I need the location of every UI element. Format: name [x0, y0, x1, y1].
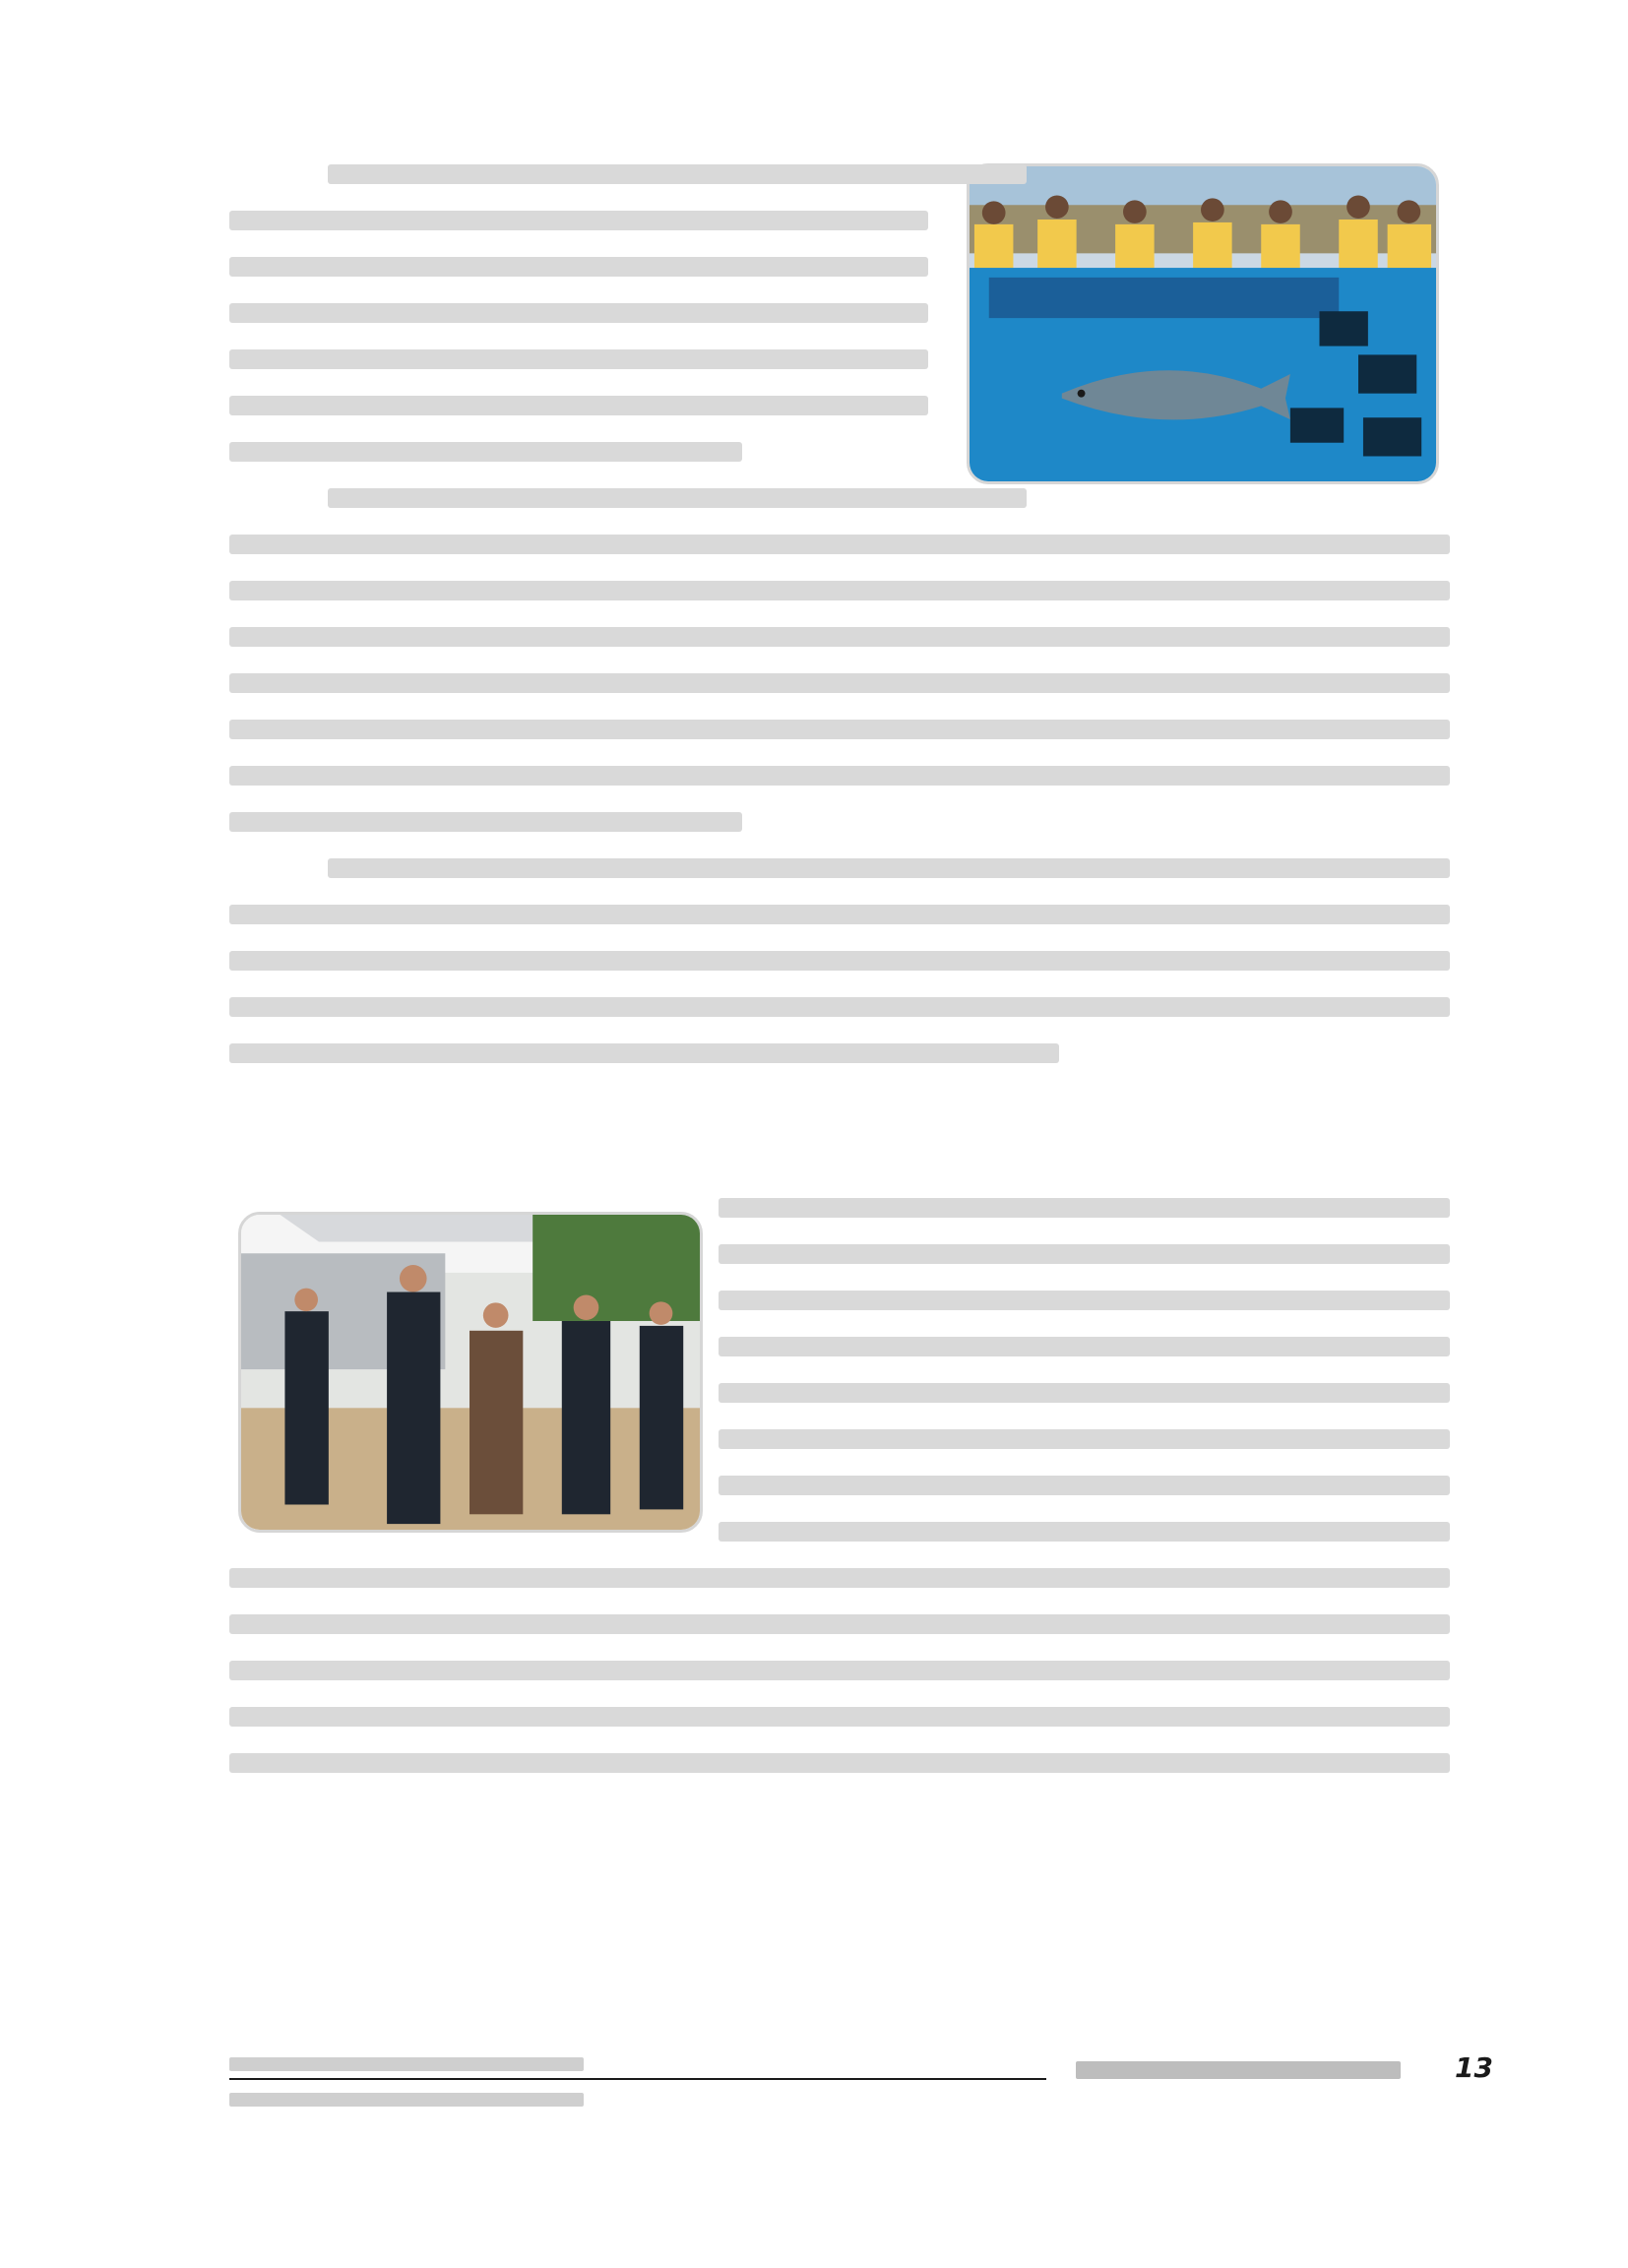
placeholder-line	[229, 303, 928, 323]
placeholder-line	[229, 349, 928, 369]
placeholder-line	[719, 1291, 1450, 1310]
placeholder-line	[229, 1661, 1450, 1680]
placeholder-line	[229, 535, 1450, 554]
placeholder-line	[229, 951, 1450, 971]
page-footer	[229, 2046, 1493, 2114]
placeholder-line	[229, 812, 742, 832]
placeholder-line	[229, 1707, 1450, 1727]
placeholder-line	[229, 396, 928, 415]
placeholder-line	[229, 211, 928, 230]
placeholder-line	[229, 1043, 1059, 1063]
placeholder-line	[719, 1244, 1450, 1264]
placeholder-line	[229, 581, 1450, 600]
placeholder-line	[229, 905, 1450, 924]
placeholder-line	[229, 627, 1450, 647]
page-number: 13	[1455, 2051, 1493, 2084]
placeholder-line	[328, 488, 1027, 508]
placeholder-line	[229, 673, 1450, 693]
placeholder-line	[328, 858, 1450, 878]
text-placeholder-top	[229, 138, 1450, 1090]
text-placeholder-bottom	[229, 1171, 1450, 1799]
placeholder-line	[719, 1522, 1450, 1542]
footer-journal-title-placeholder	[1076, 2061, 1401, 2079]
placeholder-line	[719, 1383, 1450, 1403]
placeholder-line	[328, 164, 1027, 184]
placeholder-line	[229, 1753, 1450, 1773]
placeholder-line	[229, 766, 1450, 786]
placeholder-line	[719, 1476, 1450, 1495]
footer-divider	[229, 2078, 1046, 2080]
footer-volume-placeholder	[229, 2093, 584, 2107]
placeholder-line	[229, 720, 1450, 739]
placeholder-line	[229, 1568, 1450, 1588]
placeholder-line	[229, 442, 742, 462]
placeholder-line	[229, 257, 928, 277]
placeholder-line	[719, 1337, 1450, 1356]
placeholder-line	[229, 997, 1450, 1017]
placeholder-line	[719, 1429, 1450, 1449]
placeholder-line	[229, 1614, 1450, 1634]
placeholder-line	[719, 1198, 1450, 1218]
footer-issue-placeholder	[229, 2057, 584, 2071]
